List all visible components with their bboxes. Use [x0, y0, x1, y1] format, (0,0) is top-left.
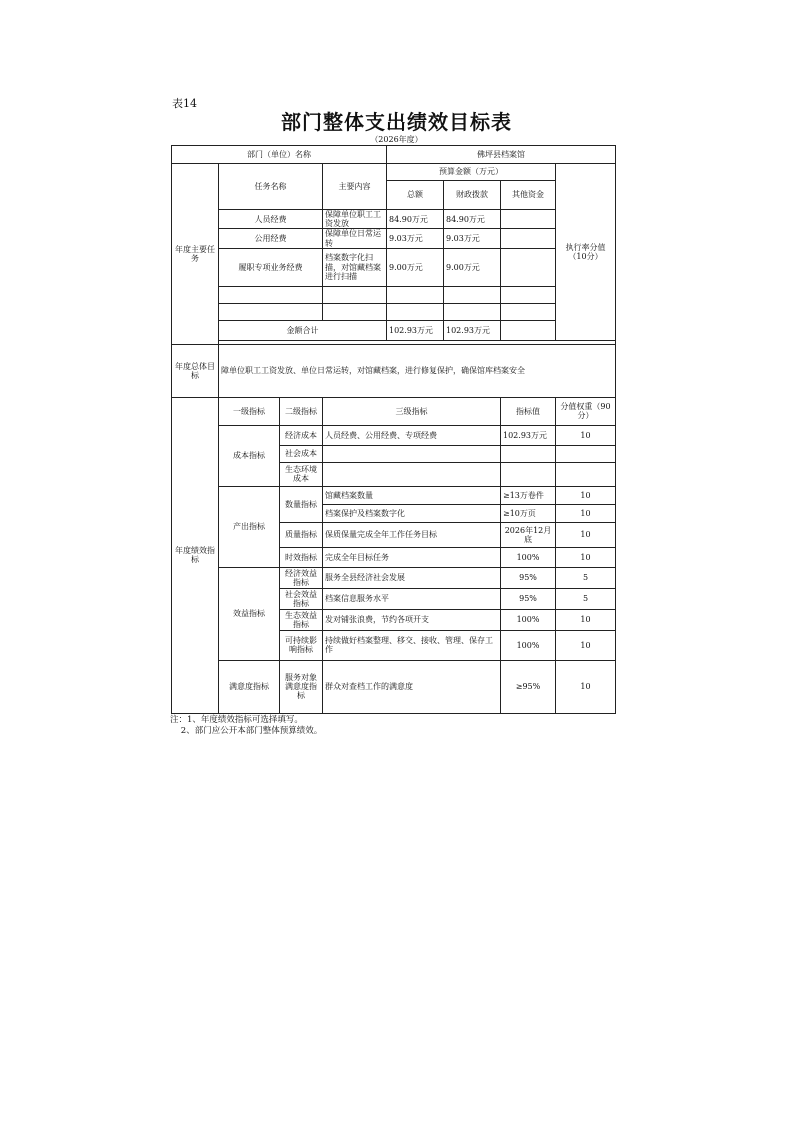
task-content: 档案数字化扫描，对馆藏档案进行扫描 — [323, 248, 387, 286]
task-row — [172, 210, 616, 229]
task-fiscal: 84.90万元 — [444, 210, 501, 229]
indicator-weight — [556, 462, 616, 486]
task-row-empty — [172, 286, 616, 303]
empty-cell — [219, 303, 323, 320]
task-total: 9.00万元 — [387, 248, 444, 286]
group-output: 产出指标 — [219, 486, 280, 567]
col-weight: 分值权重（90分） — [556, 397, 616, 425]
empty-cell — [323, 303, 387, 320]
indicator-value: 95% — [501, 567, 556, 588]
indicator-l2: 经济效益指标 — [280, 567, 323, 588]
indicator-l2: 生态环境成本 — [280, 462, 323, 486]
indicator-weight: 10 — [556, 660, 616, 713]
task-other — [501, 229, 556, 248]
indicator-weight: 10 — [556, 504, 616, 522]
indicator-weight: 10 — [556, 522, 616, 547]
indicator-value — [501, 445, 556, 462]
indicator-weight: 10 — [556, 630, 616, 660]
document-year: （2026年度） — [370, 135, 423, 144]
task-row-empty — [172, 303, 616, 320]
indicator-l3: 档案信息服务水平 — [323, 588, 501, 609]
indicator-l2: 经济成本 — [280, 425, 323, 445]
task-other — [501, 248, 556, 286]
goal-label: 年度总体目标 — [172, 344, 219, 397]
indicator-l3: 发对铺张浪费，节约各项开支 — [323, 609, 501, 630]
col-level3: 三级指标 — [323, 397, 501, 425]
empty-cell — [387, 303, 444, 320]
empty-cell — [501, 286, 556, 303]
col-task-name: 任务名称 — [219, 164, 323, 210]
task-sum-row — [172, 320, 616, 340]
indicator-l2: 生态效益指标 — [280, 609, 323, 630]
task-fiscal: 9.00万元 — [444, 248, 501, 286]
indicator-weight: 10 — [556, 609, 616, 630]
budget-group-header: 预算金额（万元） — [387, 164, 556, 181]
table-number: 表14 — [172, 97, 197, 110]
indicator-weight: 10 — [556, 486, 616, 504]
indicator-l3: 档案保护及档案数字化 — [323, 504, 501, 522]
indicator-l3: 完成全年目标任务 — [323, 547, 501, 567]
task-other — [501, 210, 556, 229]
indicator-weight: 5 — [556, 588, 616, 609]
task-total: 84.90万元 — [387, 210, 444, 229]
col-level2: 二级指标 — [280, 397, 323, 425]
goal-row — [172, 344, 616, 397]
note-line: 注：1、年度绩效指标可选择填写。 — [170, 715, 303, 725]
indicator-value: 100% — [501, 609, 556, 630]
unit-value: 佛坪县档案馆 — [387, 146, 616, 164]
empty-cell — [323, 286, 387, 303]
empty-cell — [387, 286, 444, 303]
goal-text: 障单位职工工资发放、单位日常运转，对馆藏档案，进行修复保护，确保馆库档案安全 — [219, 344, 616, 397]
indicator-l2: 服务对象满意度指标 — [280, 660, 323, 713]
indicator-value: 100% — [501, 547, 556, 567]
indicator-value — [501, 462, 556, 486]
group-benefit: 效益指标 — [219, 567, 280, 660]
col-level1: 一级指标 — [219, 397, 280, 425]
group-cost: 成本指标 — [219, 425, 280, 486]
indicators-header-row — [172, 397, 616, 425]
indicator-weight — [556, 445, 616, 462]
tasks-header-row — [172, 164, 616, 181]
indicator-l3: 人员经费、公用经费、专项经费 — [323, 425, 501, 445]
table-notes — [170, 715, 322, 737]
indicator-l3: 保质保量完成全年工作任务目标 — [323, 522, 501, 547]
task-content: 保障单位职工工资发放 — [323, 210, 387, 229]
indicator-l3 — [323, 445, 501, 462]
unit-row — [172, 146, 616, 164]
task-fiscal: 9.03万元 — [444, 229, 501, 248]
performance-target-table — [171, 145, 616, 714]
task-name: 人员经费 — [219, 210, 323, 229]
indicator-l3: 服务全县经济社会发展 — [323, 567, 501, 588]
empty-cell — [444, 286, 501, 303]
tasks-section-label: 年度主要任务 — [172, 164, 219, 345]
empty-cell — [219, 286, 323, 303]
indicator-l2: 数量指标 — [280, 486, 323, 522]
col-value: 指标值 — [501, 397, 556, 425]
task-row — [172, 229, 616, 248]
indicator-l3: 馆藏档案数量 — [323, 486, 501, 504]
indicators-section-label: 年度绩效指标 — [172, 397, 219, 713]
sum-total: 102.93万元 — [387, 320, 444, 340]
sum-label: 金额合计 — [219, 320, 387, 340]
indicator-value: ≥10万页 — [501, 504, 556, 522]
indicator-l3: 持续做好档案整理、移交、接收、管理、保存工作 — [323, 630, 501, 660]
indicator-value: 102.93万元 — [501, 425, 556, 445]
task-row — [172, 248, 616, 286]
indicator-weight: 5 — [556, 567, 616, 588]
indicator-value: ≥95% — [501, 660, 556, 713]
indicator-l3 — [323, 462, 501, 486]
indicator-weight: 10 — [556, 425, 616, 445]
indicator-value: ≥13万卷件 — [501, 486, 556, 504]
empty-cell — [444, 303, 501, 320]
indicator-weight: 10 — [556, 547, 616, 567]
indicator-l2: 可持续影响指标 — [280, 630, 323, 660]
indicator-l2: 质量指标 — [280, 522, 323, 547]
indicator-value: 2026年12月底 — [501, 522, 556, 547]
col-main-content: 主要内容 — [323, 164, 387, 210]
sum-fiscal: 102.93万元 — [444, 320, 501, 340]
col-total: 总额 — [387, 181, 444, 210]
task-name: 履职专项业务经费 — [219, 248, 323, 286]
task-name: 公用经费 — [219, 229, 323, 248]
empty-cell — [501, 303, 556, 320]
col-other: 其他资金 — [501, 181, 556, 210]
indicator-row — [172, 660, 616, 713]
indicator-row — [172, 486, 616, 504]
document-title: 部门整体支出绩效目标表 — [281, 110, 512, 134]
col-fiscal: 财政拨款 — [444, 181, 501, 210]
indicator-value: 95% — [501, 588, 556, 609]
empty-cell — [501, 320, 556, 340]
task-total: 9.03万元 — [387, 229, 444, 248]
indicator-l3: 群众对查档工作的满意度 — [323, 660, 501, 713]
task-content: 保障单位日常运转 — [323, 229, 387, 248]
execution-rate-label: 执行率分值（10分） — [556, 164, 616, 341]
indicator-l2: 社会成本 — [280, 445, 323, 462]
indicator-row — [172, 425, 616, 445]
indicator-value: 100% — [501, 630, 556, 660]
indicator-row — [172, 567, 616, 588]
indicator-l2: 时效指标 — [280, 547, 323, 567]
note-line: 2、部门应公开本部门整体预算绩效。 — [170, 726, 323, 737]
indicator-l2: 社会效益指标 — [280, 588, 323, 609]
group-satisfaction: 满意度指标 — [219, 660, 280, 713]
unit-label: 部门（单位）名称 — [172, 146, 387, 164]
